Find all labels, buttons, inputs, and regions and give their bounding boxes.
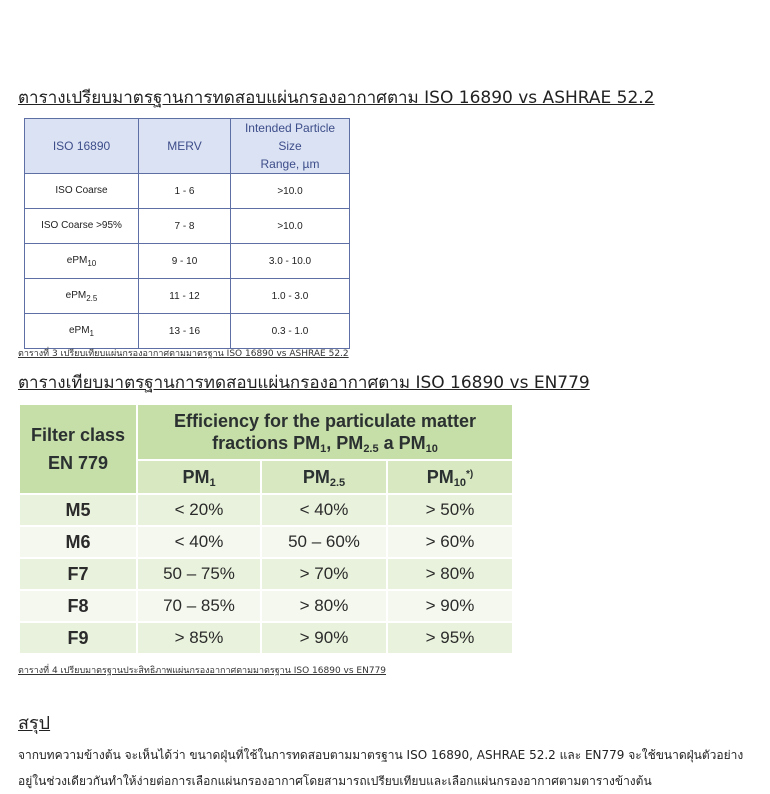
pm2-5-cell: > 80%: [261, 590, 387, 622]
table-row: [19, 622, 513, 654]
summary-line-1: จากบทความข้างต้น จะเห็นได้ว่า ขนาดฝุ่นที่ใช้ในการทดสอบตามมาตรฐาน ISO 16890, ASHRAE 52.2 และ EN779 จะใช้ขนาดฝุ่นตัวอย่าง: [18, 748, 744, 762]
pm1-cell: < 40%: [137, 526, 261, 558]
iso-ashrae-table: [24, 118, 350, 349]
iso-cell: ePM$_1$: [25, 314, 139, 349]
iso-cell: ePM$_{10}$: [25, 244, 139, 279]
table-row: [25, 174, 350, 209]
section2-heading: ตารางเทียบมาตรฐานการทดสอบแผ่นกรองอากาศตาม ISO 16890 vs EN779: [18, 373, 590, 393]
pm1-cell: < 20%: [137, 494, 261, 526]
merv-cell: 1 - 6: [139, 174, 231, 209]
table-row: [25, 314, 350, 349]
table4-caption: ตารางที่ 4 เปรียบมาตรฐานประสิทธิภาพแผ่นกรองอากาศตามมาตรฐาน ISO 16890 vs EN779: [18, 666, 387, 676]
header-particle-size: [231, 119, 350, 174]
pm10-cell: > 50%: [387, 494, 513, 526]
table-header-row: [19, 404, 513, 460]
pm1-cell: 70 – 85%: [137, 590, 261, 622]
size-cell: 0.3 - 1.0: [231, 314, 350, 349]
header-iso16890: ISO 16890: [25, 119, 139, 174]
size-cell: >10.0: [231, 209, 350, 244]
summary-line-2: อยู่ในช่วงเดียวกันทำให้ง่ายต่อการเลือกแผ่นกรองอากาศโดยสามารถเปรียบเทียบและเลือกแผ่นกรองอากาศตามตารางข้างต้น: [18, 774, 652, 788]
header-efficiency: Efficiency for the particulate matter fractions $PM_1$, $PM_{2.5}$ a $PM_{10}$: [137, 404, 513, 460]
merv-cell: 9 - 10: [139, 244, 231, 279]
pm10-cell: > 60%: [387, 526, 513, 558]
header-filter-class: Filter class EN 779: [19, 404, 137, 494]
header-pm2-5: $PM_{2.5}$: [261, 460, 387, 494]
header-merv: MERV: [139, 119, 231, 174]
table-row: [19, 494, 513, 526]
iso-cell: ISO Coarse >95%: [25, 209, 139, 244]
header-pm10: $PM_{10}^{*)}$: [387, 460, 513, 494]
pm10-cell: > 90%: [387, 590, 513, 622]
pm1-cell: 50 – 75%: [137, 558, 261, 590]
iso-cell: ISO Coarse: [25, 174, 139, 209]
filter-class-cell: M5: [19, 494, 137, 526]
iso-cell: ePM$_{2.5}$: [25, 279, 139, 314]
size-cell: >10.0: [231, 174, 350, 209]
pm10-cell: > 95%: [387, 622, 513, 654]
filter-class-cell: F8: [19, 590, 137, 622]
header-particle-size-line1: Intended Particle Size: [244, 121, 336, 153]
table-row: [25, 279, 350, 314]
en779-table-container: [18, 403, 514, 655]
en779-table: [18, 403, 514, 655]
size-cell: 3.0 - 10.0: [231, 244, 350, 279]
filter-class-cell: M6: [19, 526, 137, 558]
header-particle-size-line2: Range, µm: [260, 157, 320, 171]
merv-cell: 11 - 12: [139, 279, 231, 314]
merv-cell: 13 - 16: [139, 314, 231, 349]
filter-class-cell: F9: [19, 622, 137, 654]
pm2-5-cell: < 40%: [261, 494, 387, 526]
size-cell: 1.0 - 3.0: [231, 279, 350, 314]
section1-heading: ตารางเปรียบมาตรฐานการทดสอบแผ่นกรองอากาศตาม ISO 16890 vs ASHRAE 52.2: [18, 88, 655, 108]
table-row: [25, 209, 350, 244]
table3-caption: ตารางที่ 3 เปรียบเทียบแผ่นกรองอากาศตามมาตรฐาน ISO 16890 vs ASHRAE 52.2: [18, 349, 349, 359]
summary-heading: สรุป: [18, 713, 51, 734]
pm2-5-cell: 50 – 60%: [261, 526, 387, 558]
pm10-cell: > 80%: [387, 558, 513, 590]
filter-class-cell: F7: [19, 558, 137, 590]
iso-ashrae-table-container: [24, 118, 350, 349]
table-row: [19, 590, 513, 622]
table-row: [19, 526, 513, 558]
table-header-row: [25, 119, 350, 174]
merv-cell: 7 - 8: [139, 209, 231, 244]
summary-paragraph: [18, 742, 763, 794]
header-pm1: $PM_1$: [137, 460, 261, 494]
table-row: [25, 244, 350, 279]
table-row: [19, 558, 513, 590]
pm2-5-cell: > 70%: [261, 558, 387, 590]
pm2-5-cell: > 90%: [261, 622, 387, 654]
pm1-cell: > 85%: [137, 622, 261, 654]
